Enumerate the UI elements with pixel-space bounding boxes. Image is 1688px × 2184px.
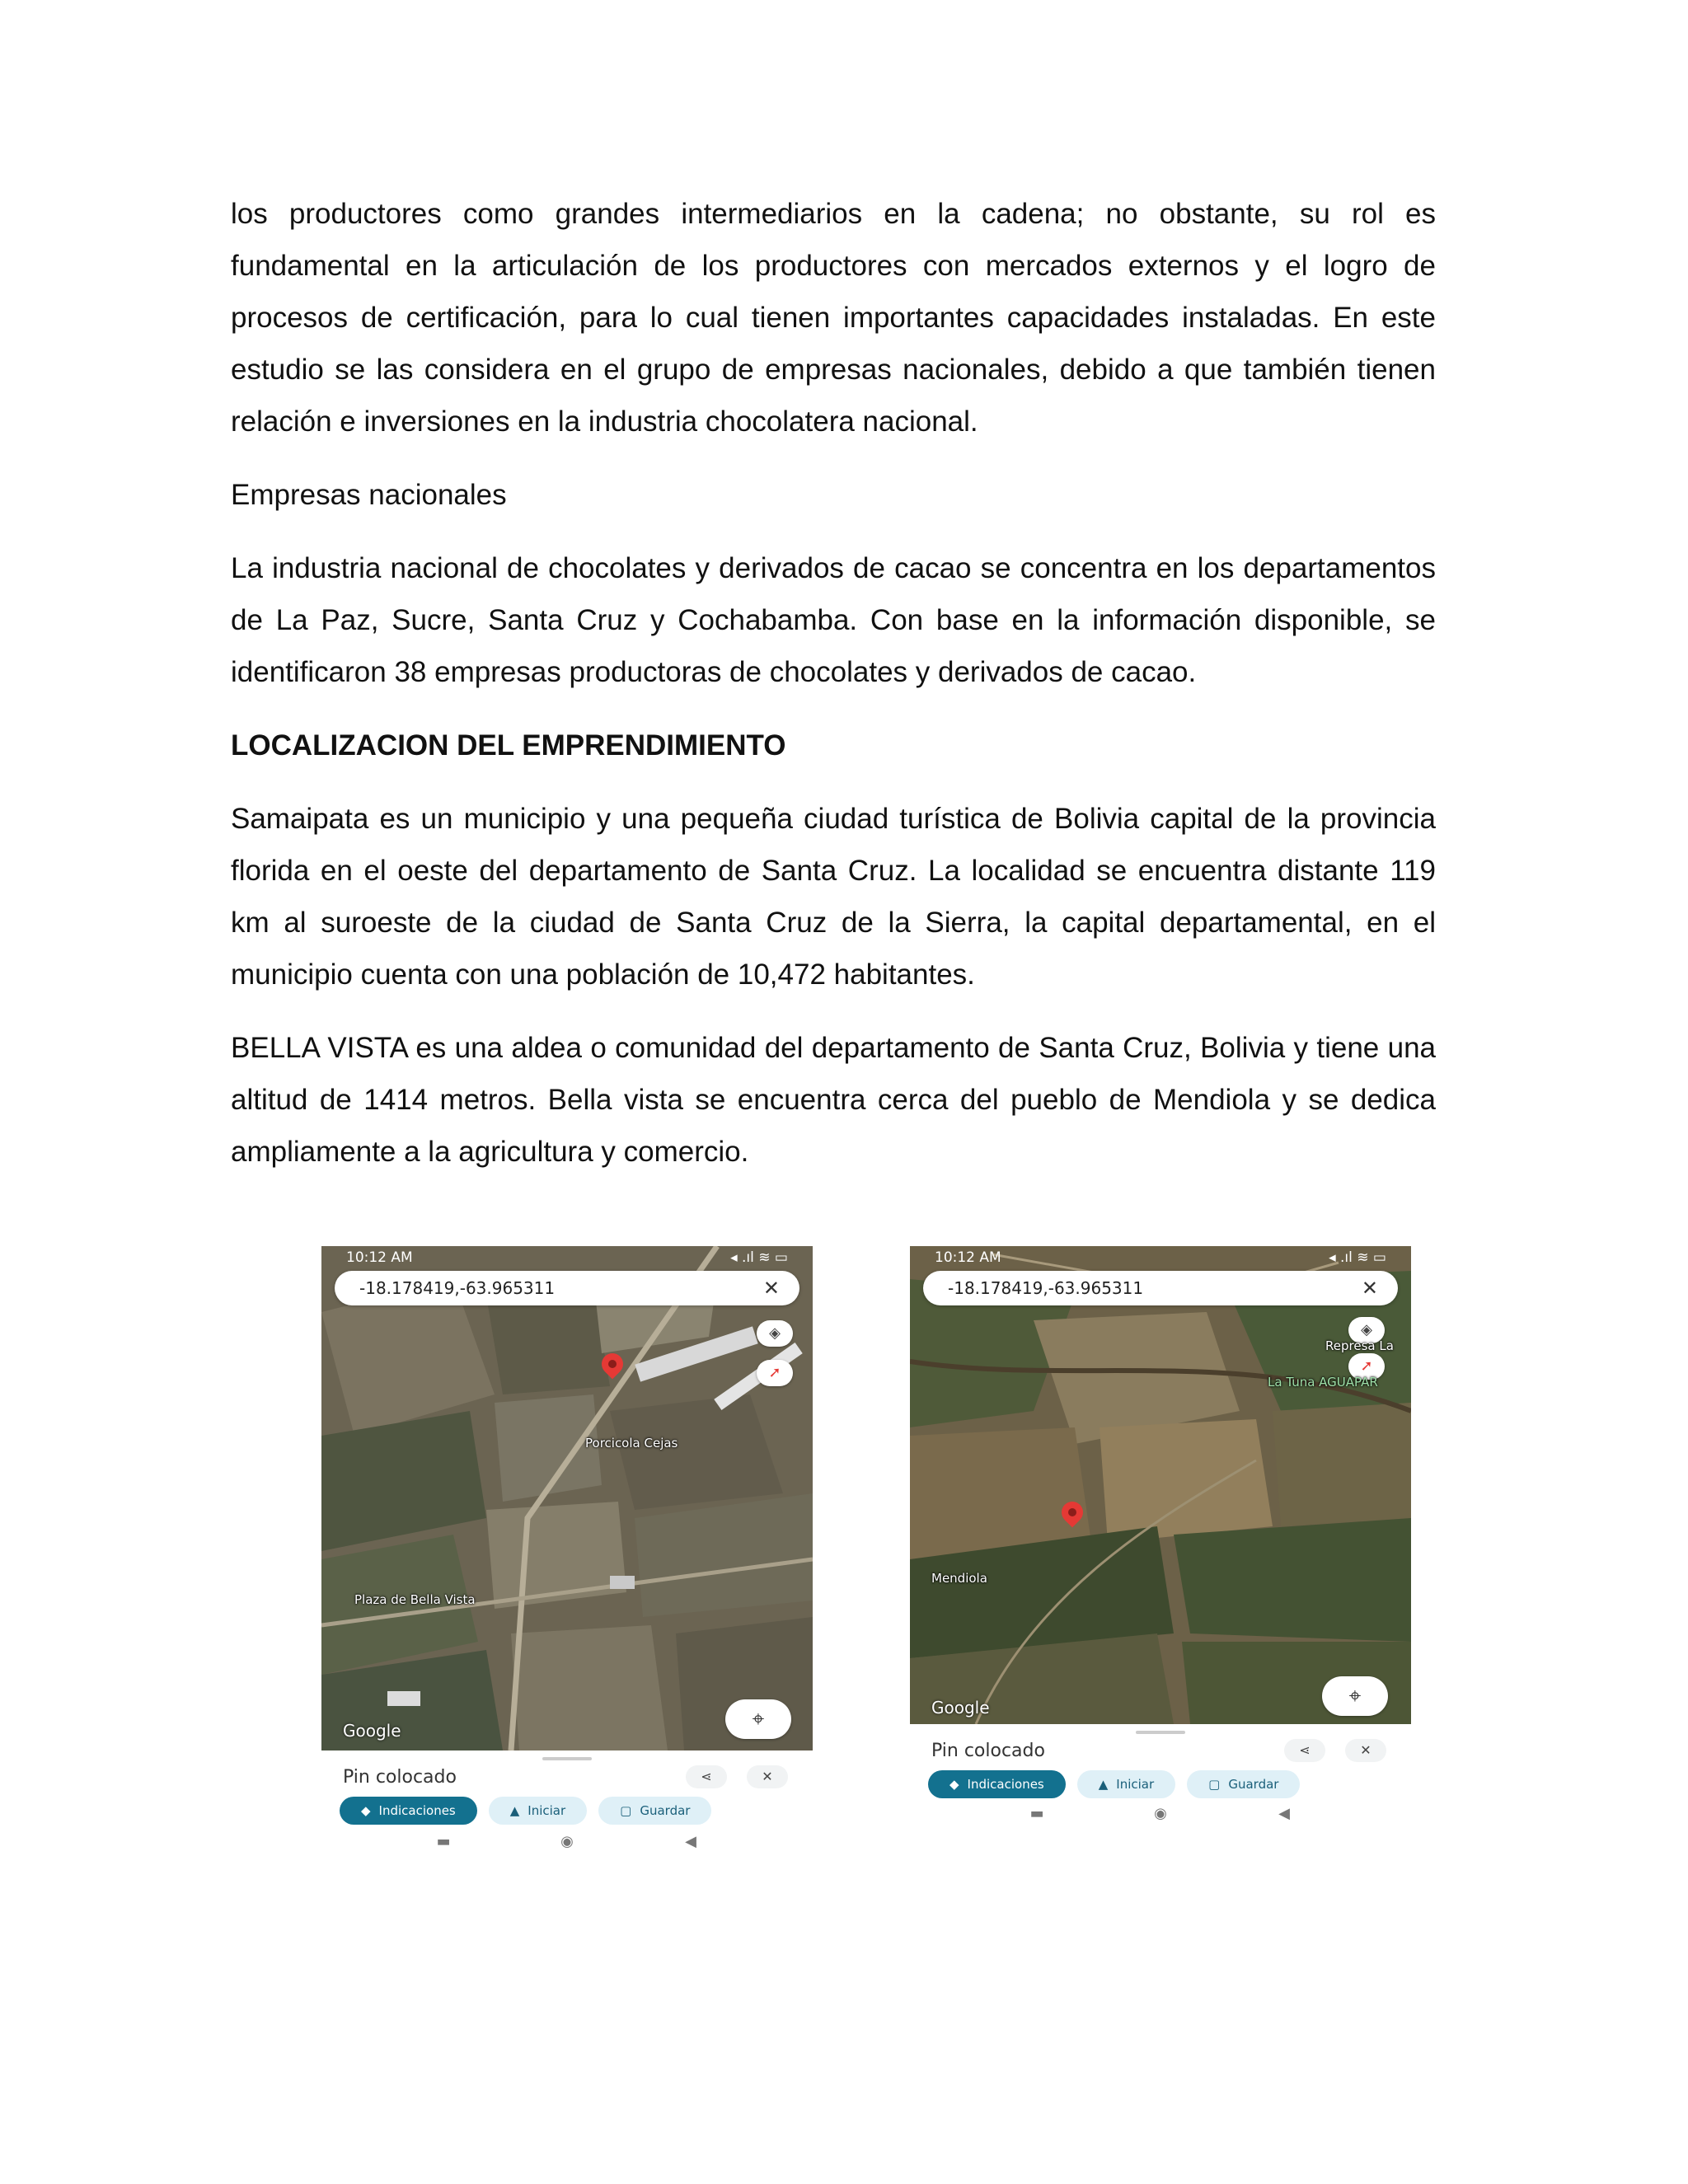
close-icon[interactable]: ✕	[762, 1277, 780, 1300]
bookmark-icon: ▢	[1208, 1777, 1221, 1792]
layers-icon[interactable]: ◈	[1348, 1317, 1385, 1343]
paragraph-subheading: Empresas nacionales	[231, 479, 507, 511]
google-watermark: Google	[343, 1721, 401, 1741]
satellite-map[interactable]	[321, 1246, 813, 1750]
start-button[interactable]	[1077, 1770, 1175, 1798]
start-label: Iniciar	[1116, 1777, 1155, 1792]
directions-label: Indicaciones	[378, 1803, 456, 1818]
home-icon[interactable]: ◉	[1154, 1805, 1167, 1822]
save-label: Guardar	[640, 1803, 691, 1818]
sheet-title: Pin colocado	[931, 1741, 1045, 1761]
directions-button[interactable]	[340, 1797, 477, 1825]
close-icon[interactable]: ✕	[747, 1765, 788, 1788]
android-nav-bar	[321, 1833, 813, 1858]
save-button[interactable]	[598, 1797, 711, 1825]
save-label: Guardar	[1228, 1777, 1279, 1792]
map-label-plaza[interactable]: Plaza de Bella Vista	[354, 1592, 476, 1607]
satellite-map[interactable]	[910, 1246, 1411, 1724]
directions-button[interactable]	[928, 1770, 1066, 1798]
navigate-icon: ▲	[1098, 1777, 1109, 1792]
document-body	[231, 188, 1436, 1178]
close-icon[interactable]: ✕	[1345, 1739, 1386, 1762]
share-icon[interactable]: ⋖	[686, 1765, 727, 1788]
back-icon[interactable]: ◀	[685, 1833, 696, 1850]
status-time: 10:12 AM	[935, 1249, 1001, 1266]
compass-icon[interactable]: ➚	[757, 1360, 793, 1386]
section-heading: LOCALIZACION DEL EMPRENDIMIENTO	[231, 729, 786, 762]
start-label: Iniciar	[528, 1803, 566, 1818]
paragraph-bella-vista: BELLA VISTA es una aldea o comunidad del departamento de Santa Cruz, Bolivia y tiene una altitud de 1414 metros. Bella vista se encuentra cerca del pueblo de Mendiola y se dedica ampliamente a la agricultura y comercio.	[231, 1032, 1436, 1168]
close-icon[interactable]: ✕	[1361, 1277, 1378, 1300]
back-icon[interactable]: ◀	[1278, 1805, 1290, 1822]
map-label-la-tuna[interactable]: La Tuna AGUAPAR	[1268, 1375, 1378, 1390]
home-icon[interactable]: ◉	[560, 1833, 574, 1850]
directions-label: Indicaciones	[967, 1777, 1044, 1792]
paragraph-intermediaries: los productores como grandes intermediarios en la cadena; no obstante, su rol es fundamental en la articulación de los productores con mercados externos y el logro de procesos de certificación, para lo cual tienen importantes capacidades instaladas. En este estudio se las considera en el grupo de empresas nacionales, debido a que también tienen relación e inversiones en la industria chocolatera nacional.	[231, 198, 1436, 438]
status-icons: ◂ .ıl ≋ ▭	[730, 1249, 788, 1266]
sheet-title: Pin colocado	[343, 1767, 457, 1788]
map-label-represa[interactable]: Represa La	[1325, 1338, 1394, 1353]
action-chips	[928, 1770, 1311, 1798]
status-icons: ◂ .ıl ≋ ▭	[1329, 1249, 1386, 1266]
save-button[interactable]	[1187, 1770, 1300, 1798]
status-time: 10:12 AM	[346, 1249, 413, 1266]
locate-icon[interactable]: ⌖	[1322, 1676, 1388, 1716]
compass-icon[interactable]: ➚	[1348, 1353, 1385, 1380]
coordinates-value: -18.178419,-63.965311	[948, 1278, 1144, 1298]
android-nav-bar	[910, 1805, 1411, 1830]
sheet-handle[interactable]	[1136, 1731, 1185, 1734]
coordinates-search-field[interactable]	[335, 1271, 799, 1305]
sheet-handle[interactable]	[542, 1757, 592, 1760]
map-label-mendiola[interactable]: Mendiola	[931, 1571, 987, 1586]
google-watermark: Google	[931, 1698, 990, 1718]
directions-icon: ◆	[950, 1777, 959, 1792]
map-screenshot-left	[321, 1246, 813, 1859]
recents-icon[interactable]: ▬	[436, 1833, 451, 1850]
bookmark-icon: ▢	[620, 1803, 632, 1818]
status-bar	[321, 1246, 813, 1269]
layers-icon[interactable]: ◈	[757, 1320, 793, 1347]
coordinates-value: -18.178419,-63.965311	[359, 1278, 556, 1298]
bottom-sheet	[321, 1750, 813, 1833]
status-bar	[910, 1246, 1411, 1269]
map-screenshot-right	[910, 1246, 1411, 1830]
paragraph-national-industry: La industria nacional de chocolates y derivados de cacao se concentra en los departamentos de La Paz, Sucre, Santa Cruz y Cochabamba. Con base en la información disponible, se identificaron 38 empresas productoras de chocolates y derivados de cacao.	[231, 552, 1436, 688]
map-label-porcicola[interactable]: Porcicola Cejas	[585, 1436, 678, 1451]
coordinates-search-field[interactable]	[923, 1271, 1398, 1305]
recents-icon[interactable]: ▬	[1029, 1805, 1044, 1822]
locate-icon[interactable]: ⌖	[725, 1699, 791, 1739]
start-button[interactable]	[489, 1797, 587, 1825]
action-chips	[340, 1797, 723, 1825]
paragraph-samaipata: Samaipata es un municipio y una pequeña ciudad turística de Bolivia capital de la provincia florida en el oeste del departamento de Santa Cruz. La localidad se encuentra distante 119 km al suroeste de la ciudad de Santa Cruz de la Sierra, la capital departamental, en el municipio cuenta con una población de 10,472 habitantes.	[231, 803, 1436, 991]
navigate-icon: ▲	[509, 1803, 520, 1818]
bottom-sheet	[910, 1724, 1411, 1805]
directions-icon: ◆	[361, 1803, 371, 1818]
share-icon[interactable]: ⋖	[1284, 1739, 1325, 1762]
